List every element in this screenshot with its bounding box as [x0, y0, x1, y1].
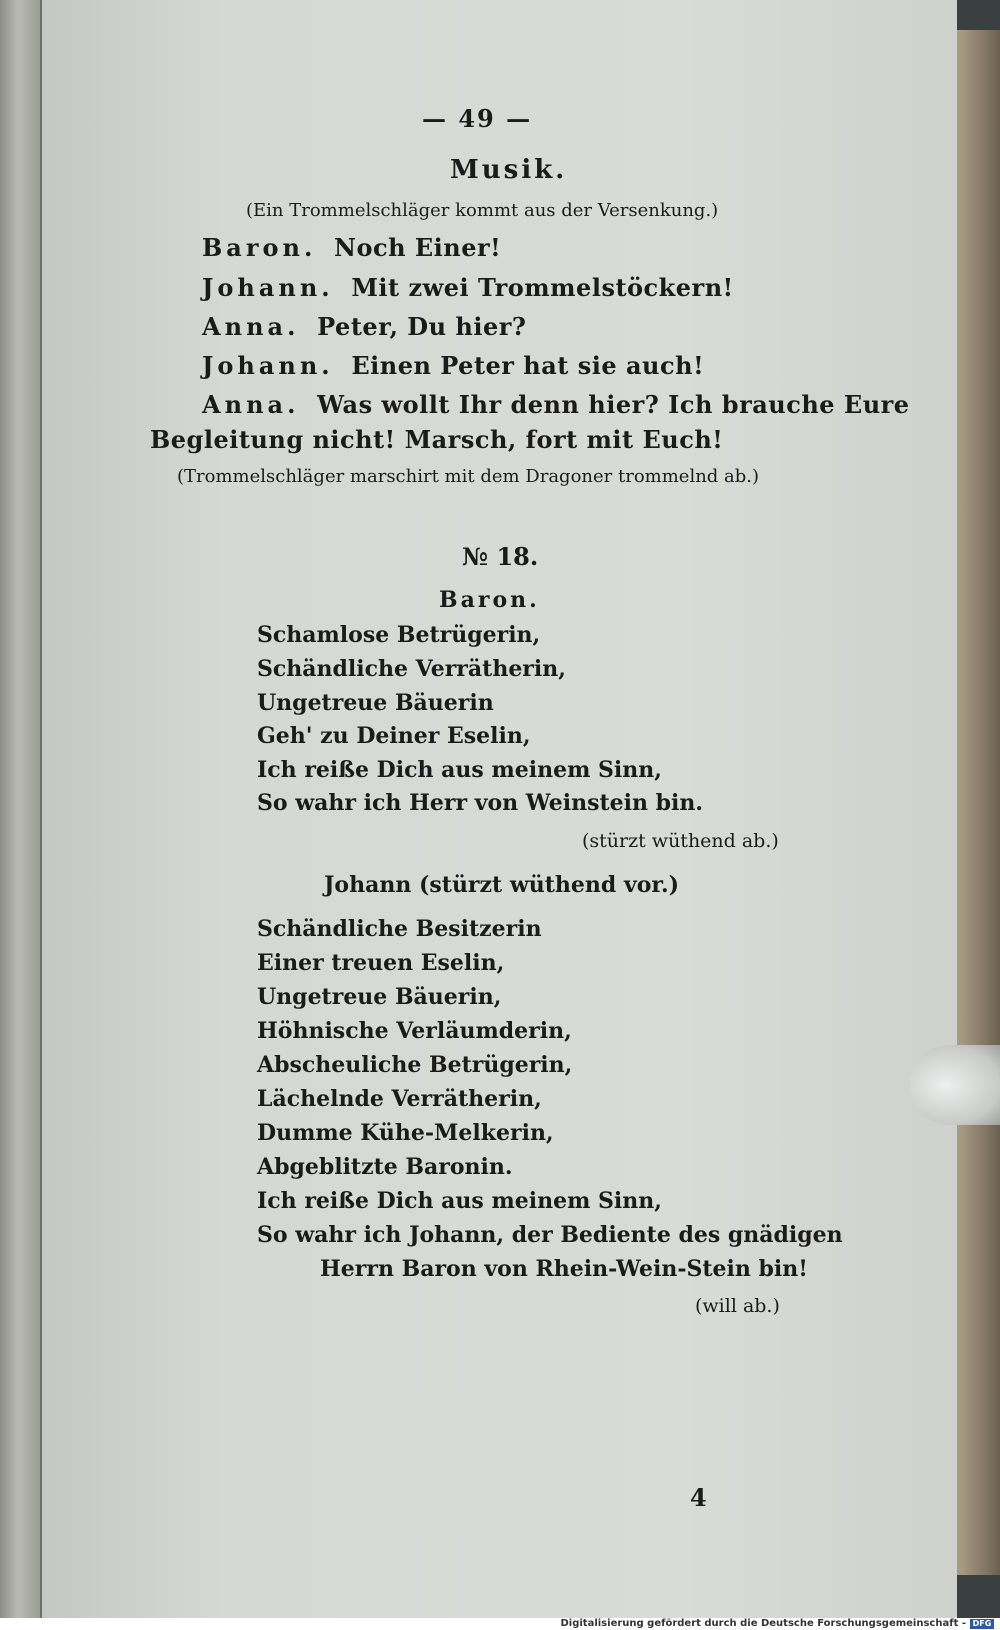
- dialogue-text: Noch Einer!: [334, 233, 502, 262]
- dialogue-text: Mit zwei Trommelstöckern!: [351, 273, 734, 302]
- previous-page-edge: [0, 0, 40, 1618]
- verse-line: So wahr ich Johann, der Bediente des gnädigen: [257, 1222, 843, 1248]
- speaker-name: Johann.: [202, 351, 334, 380]
- number-heading: № 18.: [462, 542, 539, 571]
- verse-line: Höhnische Verläumderin,: [257, 1018, 572, 1044]
- scanner-clip: [910, 1045, 1000, 1125]
- verse-line: So wahr ich Herr von Weinstein bin.: [257, 790, 704, 816]
- verse-line: Ich reiße Dich aus meinem Sinn,: [257, 1188, 662, 1214]
- speaker-name: Johann.: [202, 273, 334, 302]
- stage-direction: (Ein Trommelschläger kommt aus der Versenkung.): [246, 200, 719, 221]
- dialogue-continuation: Begleitung nicht! Marsch, fort mit Euch!: [150, 425, 724, 454]
- signature-mark: 4: [690, 1483, 707, 1512]
- stage-direction: (will ab.): [695, 1295, 780, 1317]
- dialogue-line: [202, 273, 734, 302]
- verse-line: Einer treuen Eselin,: [257, 950, 505, 976]
- dialogue-text: Einen Peter hat sie auch!: [351, 351, 705, 380]
- verse-line: Ungetreue Bäuerin,: [257, 984, 502, 1010]
- verse-line: Schändliche Besitzerin: [257, 916, 542, 942]
- verse-line: Schändliche Verrätherin,: [257, 656, 566, 682]
- verse-line: Geh' zu Deiner Eselin,: [257, 723, 531, 749]
- dialogue-line: [202, 312, 526, 341]
- verse-line: Ungetreue Bäuerin: [257, 690, 494, 716]
- verse-line: Lächelnde Verrätherin,: [257, 1086, 542, 1112]
- verse-line: Ich reiße Dich aus meinem Sinn,: [257, 757, 662, 783]
- verse-line: Abgeblitzte Baronin.: [257, 1154, 513, 1180]
- verse-line: Dumme Kühe-Melkerin,: [257, 1120, 554, 1146]
- footer-bar: [0, 1618, 1000, 1630]
- book-page: [40, 0, 957, 1618]
- verse-line: Herrn Baron von Rhein-Wein-Stein bin!: [320, 1256, 808, 1282]
- verse-line: Schamlose Betrügerin,: [257, 622, 541, 648]
- dfg-credit: Digitalisierung gefördert durch die Deutsche Forschungsgemeinschaft -: [560, 1618, 966, 1629]
- section-heading: Musik.: [450, 155, 568, 185]
- speaker-name: Anna.: [202, 312, 300, 341]
- verse-line: Abscheuliche Betrügerin,: [257, 1052, 573, 1078]
- page-number: — 49 —: [422, 104, 533, 133]
- speaker-heading-johann: Johann (stürzt wüthend vor.): [324, 872, 680, 898]
- dialogue-text: Was wollt Ihr denn hier? Ich brauche Eure: [317, 390, 910, 419]
- speaker-name: Anna.: [202, 390, 300, 419]
- dfg-logo-icon: DFG: [970, 1619, 994, 1629]
- dialogue-text: Peter, Du hier?: [317, 312, 527, 341]
- dialogue-line: [202, 233, 501, 262]
- stage-direction: (Trommelschläger marschirt mit dem Dragoner trommelnd ab.): [177, 466, 760, 487]
- stage-direction: (stürzt wüthend ab.): [582, 830, 779, 852]
- dialogue-line: [202, 351, 704, 380]
- speaker-name: Baron.: [202, 233, 317, 262]
- speaker-heading-baron: Baron.: [439, 587, 540, 613]
- dialogue-line: [202, 390, 910, 419]
